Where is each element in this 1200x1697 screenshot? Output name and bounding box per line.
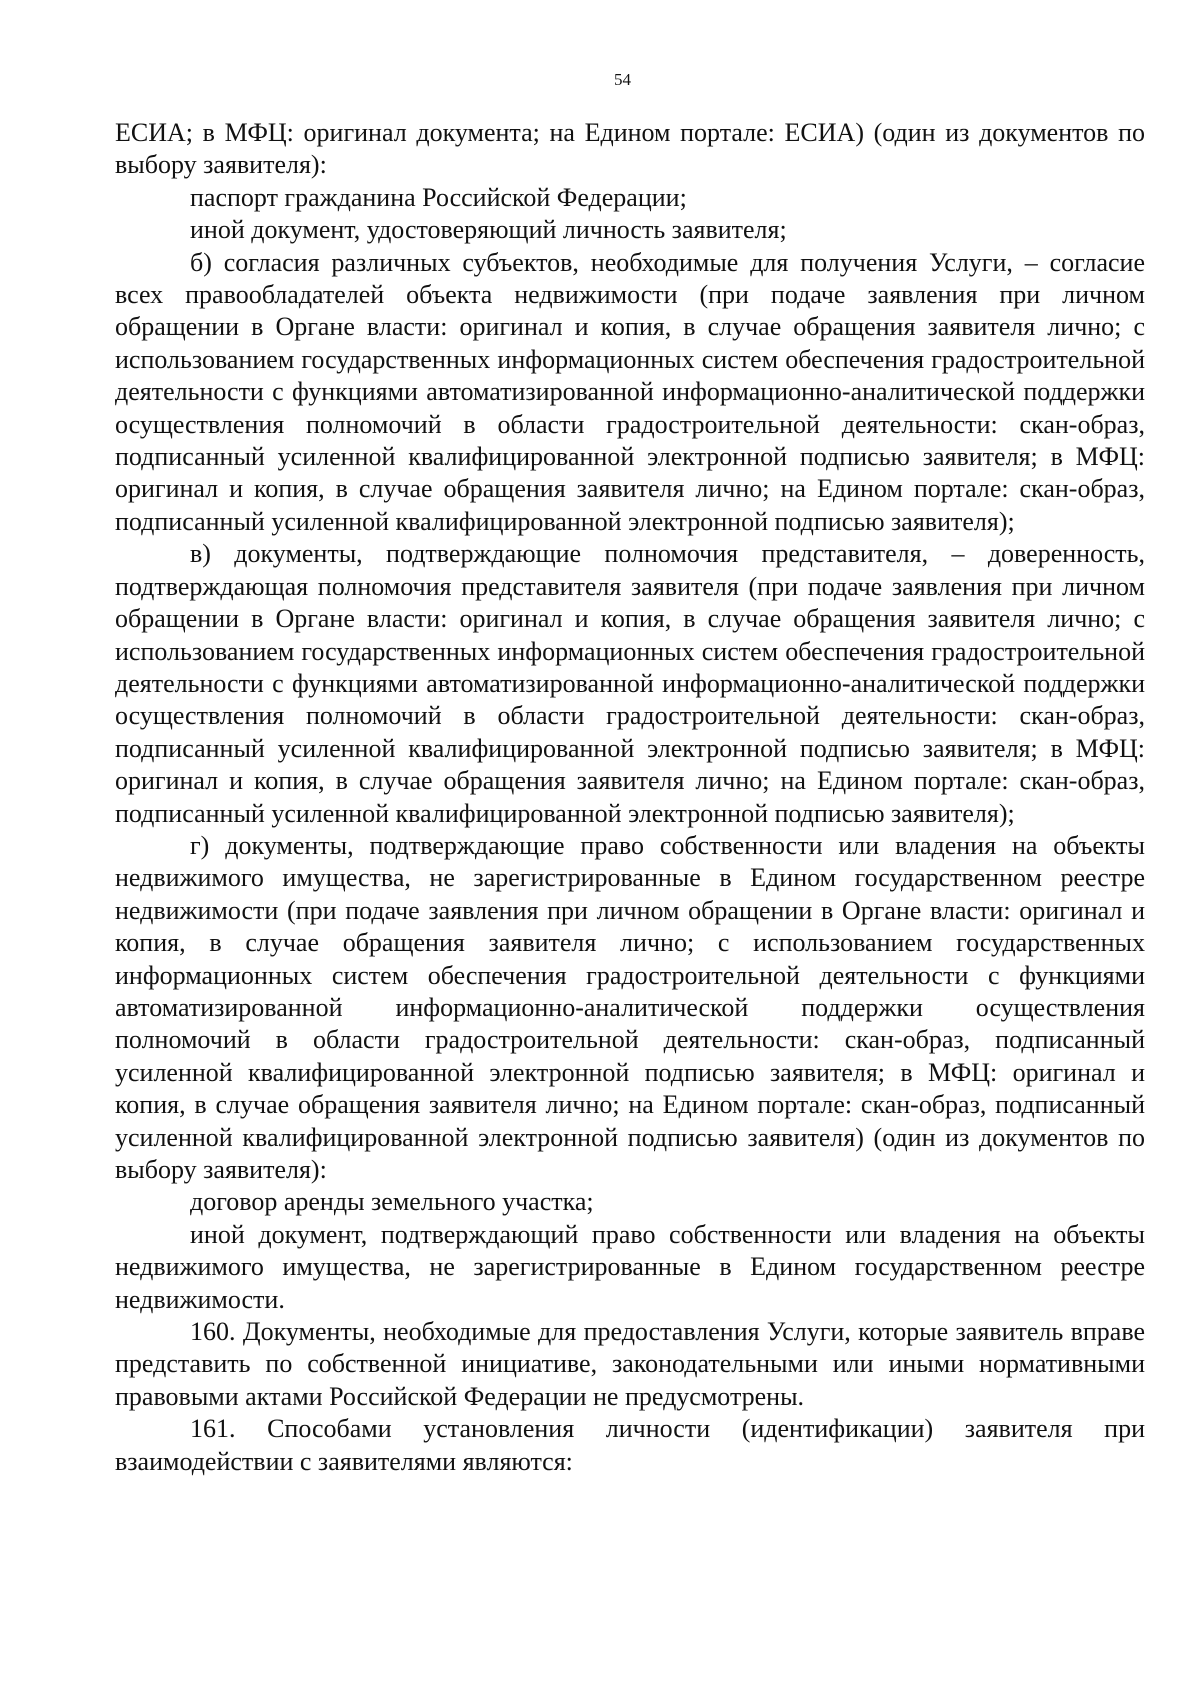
paragraph-clause-161: 161. Способами установления личности (идентификации) заявителя при взаимодействии с заявителями являются: [115,1414,1145,1476]
page-number: 54 [614,70,631,89]
paragraph-continuation: ЕСИА; в МФЦ: оригинал документа; на Едином портале: ЕСИА) (один из документов по выбору заявителя): [115,118,1145,180]
paragraph-lease-agreement: договор аренды земельного участка; [190,1187,594,1217]
paragraph-item-g-ownership-documents: г) документы, подтверждающие право собственности или владения на объекты недвижимого имущества, не зарегистрированные в Едином государственном реестре недвижимости (при подаче заявления при личном обращении в Органе власти: оригинал и копия, в случае обращения заявителя лично; с использованием государственных информационных систем обеспечения градостроительной деятельности с функциями автоматизированной информационно-аналитической поддержки осуществления полномочий в области градостроительной деятельности: скан-образ, подписанный усиленной квалифицированной электронной подписью заявителя; в МФЦ: оригинал и копия, в случае обращения заявителя лично; на Едином портале: скан-образ, подписанный усиленной квалифицированной электронной подписью заявителя) (один из документов по выбору заявителя): [115,830,1145,1184]
paragraph-other-ownership-document: иной документ, подтверждающий право собственности или владения на объекты недвижимого имущества, не зарегистрированные в Едином государственном реестре недвижимости. [115,1219,1145,1314]
paragraph-passport: паспорт гражданина Российской Федерации; [190,182,687,212]
paragraph-item-v-power-of-attorney: в) документы, подтверждающие полномочия представителя, – доверенность, подтверждающая полномочия представителя заявителя (при подаче заявления при личном обращении в Органе власти: оригинал и копия, в случае обращения заявителя лично; с использованием государственных информационных систем обеспечения градостроительной деятельности с функциями автоматизированной информационно-аналитической поддержки осуществления полномочий в области градостроительной деятельности: скан-образ, подписанный усиленной квалифицированной электронной подписью заявителя; в МФЦ: оригинал и копия, в случае обращения заявителя лично; на Едином портале: скан-образ, подписанный усиленной квалифицированной электронной подписью заявителя); [115,539,1145,828]
paragraph-item-b-consents: б) согласия различных субъектов, необходимые для получения Услуги, – согласие всех правообладателей объекта недвижимости (при подаче заявления при личном обращении в Органе власти: оригинал и копия, в случае обращения заявителя лично; с использованием государственных информационных систем обеспечения градостроительной деятельности с функциями автоматизированной информационно-аналитической поддержки осуществления полномочий в области градостроительной деятельности: скан-образ, подписанный усиленной квалифицированной электронной подписью заявителя; в МФЦ: оригинал и копия, в случае обращения заявителя лично; на Едином портале: скан-образ, подписанный усиленной квалифицированной электронной подписью заявителя); [115,247,1145,536]
document-body [115,117,1145,1478]
paragraph-other-id-document: иной документ, удостоверяющий личность заявителя; [190,215,787,245]
paragraph-clause-160: 160. Документы, необходимые для предоставления Услуги, которые заявитель вправе представить по собственной инициативе, законодательными или иными нормативными правовыми актами Российской Федерации не предусмотрены. [115,1317,1145,1411]
